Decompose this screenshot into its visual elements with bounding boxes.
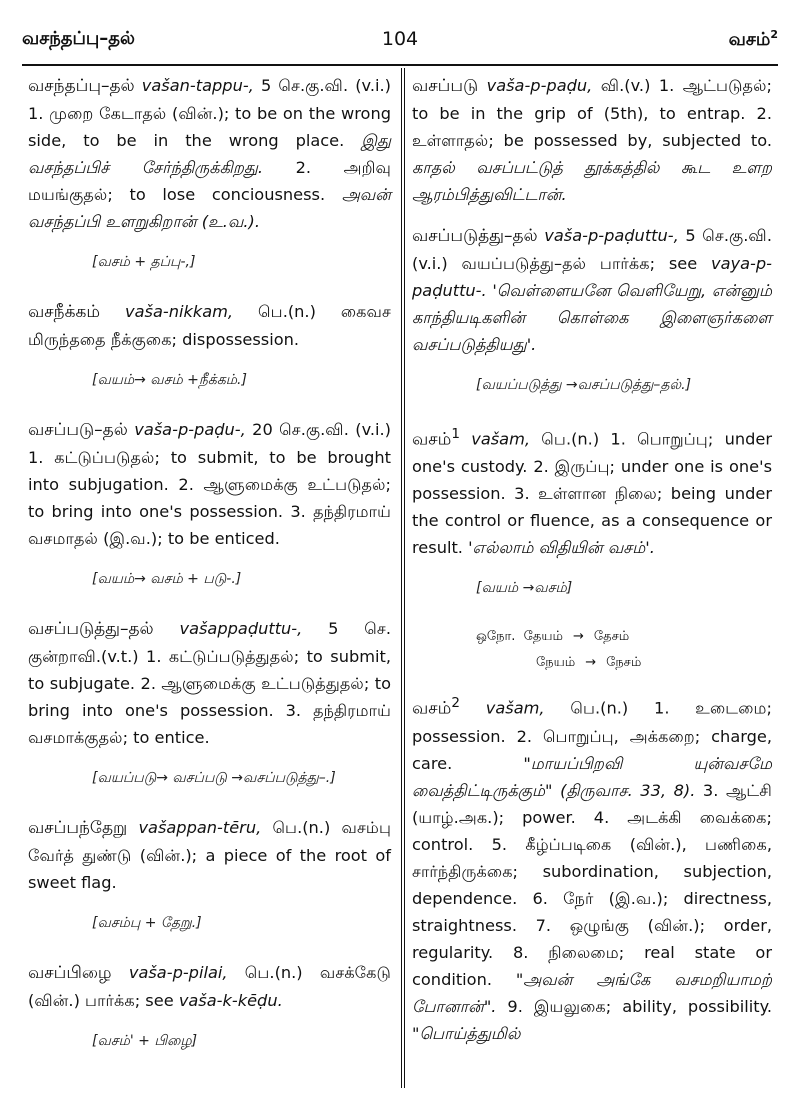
definition: பெ.(n.) கைவச மிருந்ததை நீக்குகை; dispossession.: [28, 302, 391, 349]
example: காதல் வசப்பட்டுத் தூக்கத்தில் கூட உளற ஆரம்பித்துவிட்டான்.: [412, 158, 772, 204]
headword: வசப்பிழை: [28, 963, 112, 983]
cross-reference: vaša-k-kēḍu.: [178, 991, 283, 1010]
header-right-guideword: [729, 28, 778, 52]
transliteration: vašappaḍuttu-,: [179, 619, 303, 638]
page-number: 104: [381, 28, 419, 50]
entry-vasanthappu: [28, 72, 391, 235]
compare-row-1: [476, 624, 772, 650]
compare-label: ஒநோ.: [476, 629, 516, 645]
definition: 5 செ. குன்றாவி.(v.t.) 1. கட்டுப்படுத்துதல்; to submit, to subjugate. 2. ஆளுமைக்கு உட்படுத்துதல்; to bring into one's possession. 3. தந்திரமாய் வசமாக்குதல்; to entice.: [28, 619, 391, 747]
definition: 3. ஆட்சி (யாழ்.அக.); power. 4. அடக்கி வைக்கை; control. 5. கீழ்ப்படிகை (வின்.), பணிகை, சார்ந்திருக்கை; subordination, subjection, dependence. 6. நேர் (இ.வ.); directness, straightness. 7. ஒழுங்கு (வின்.); order, regularity. 8. நிலைமை; real state or condition.: [412, 780, 772, 989]
definition: பெ.(n.) 1. பொறுப்பு; under one's custody. 2. இருப்பு; under one is one's possession. 3. உள்ளான நிலை; being under the control or fluence, as a consequence or result.: [412, 429, 772, 558]
definition: 20 செ.கு.வி. (v.i.) 1. கட்டுப்படுதல்; to submit, to be brought into subjugation. 2. ஆளுமைக்கு உட்படுதல்; to bring into one's possession. 3. தந்திரமாய் வசமாதல் (இ.வ.); to be enticed.: [28, 420, 392, 548]
etymology: [வயப்படுத்து →வசப்படுத்து–தல்.]: [476, 377, 692, 393]
header-left-guideword: வசந்தப்பு–தல்: [22, 28, 135, 49]
example: அவன் வசந்தப்பி உளறுகிறான் (உ.வ.).: [28, 185, 391, 231]
headword: வசம்: [412, 698, 452, 719]
entry-vasam-2: [412, 690, 772, 1046]
etymology: [வசம்பு + தேறு.]: [92, 915, 202, 931]
etymology: [வயம் →வசம்]: [476, 580, 573, 597]
etymology: [வசம் + தப்பு-,]: [92, 254, 196, 270]
definition: 2. அறிவு மயங்குதல்; to lose conciousness.: [28, 158, 391, 204]
compare-note: [412, 624, 772, 676]
headword: வசப்படு–தல்: [28, 420, 128, 440]
entry-vasappizhai: [28, 959, 391, 1014]
transliteration: vaša-p-paḍuttu-,: [544, 226, 679, 245]
compare-source: நேயம்: [536, 655, 576, 671]
etymology: [வயம்→ வசம் + படு-.]: [92, 571, 242, 587]
header-right-word: வசம்: [728, 29, 771, 50]
transliteration: vašam,: [471, 429, 531, 449]
example: "பொய்த்துமில்: [412, 1023, 521, 1043]
definition: பெ.(n.) வசம்பு வேர்த் துண்டு (வின்.); a piece of the root of sweet flag.: [28, 818, 391, 892]
entry-vasaneekkam: [28, 298, 391, 353]
definition: பெ.(n.) வசக்கேடு (வின்.) பார்க்க; see: [28, 963, 391, 1010]
headword: வசப்படுத்து–தல்: [412, 226, 538, 246]
definition: வி.(v.) 1. ஆட்படுதல்; to be in the grip of (5th), to entrap. 2. உள்ளாதல்; be possessed by, subjected to.: [412, 76, 772, 150]
transliteration: vaša-p-paḍu-,: [134, 420, 246, 439]
example: "மாயப்பிறவி யுன்வசமே வைத்திட்டிருக்கும்" (திருவாச. 33, 8).: [412, 753, 772, 800]
example: இது வசந்தப்பிச் சேர்ந்திருக்கிறது.: [28, 131, 391, 177]
transliteration: vaša-p-paḍu,: [486, 76, 593, 95]
left-column: [28, 72, 391, 1077]
homonym-number: 2: [451, 695, 460, 712]
definition: 5 செ.கு.வி. (v.i.) 1. முறை கேடாதல் (வின்.); to be on the wrong side, to be in the wrong place.: [28, 76, 391, 150]
header-rule: [22, 64, 778, 66]
definition: பெ.(n.) 1. உடைமை; possession. 2. பொறுப்பு, அக்கறை; charge, care.: [412, 698, 772, 773]
headword: வசப்படுத்து–தல்: [28, 619, 154, 639]
transliteration: vaša-p-pilai,: [128, 963, 228, 982]
transliteration: vašan-tappu-,: [141, 76, 254, 95]
example: 'எல்லாம் விதியின் வசம்'.: [468, 538, 655, 558]
entry-vasappaduthu-thal: [28, 615, 391, 751]
arrow-icon: →: [572, 629, 584, 645]
etymology: [வயப்படு→ வசப்படு →வசப்படுத்து–.]: [92, 770, 336, 786]
transliteration: vašam,: [485, 698, 545, 718]
homonym-number: 1: [451, 426, 460, 442]
transliteration: vašappan-tēru,: [138, 818, 262, 837]
example: "அவன் அங்கே வசமறியாமற் போனான்".: [412, 969, 772, 1016]
etymology: [வயம்→ வசம் +நீக்கம்.]: [92, 372, 247, 388]
compare-target: நேசம்: [606, 655, 642, 671]
headword: வசநீக்கம்: [28, 302, 101, 322]
compare-target: தேசம்: [593, 629, 630, 645]
definition: 9. இயலுகை; ability, possibility.: [496, 996, 772, 1016]
entry-vasappantheru: [28, 814, 391, 896]
entry-vasappadu: [412, 72, 772, 208]
etymology: [வசம்' + பிழை]: [92, 1033, 198, 1049]
right-column: [412, 72, 772, 1061]
header-right-sup: 2: [770, 28, 778, 41]
page-header: [22, 28, 778, 62]
transliteration: vaša-nikkam,: [125, 302, 234, 321]
entry-vasam-1: [412, 421, 772, 561]
column-divider: [401, 68, 405, 1088]
definition: 5 செ.கு.வி. (v.i.) வயப்படுத்து–தல் பார்க்க; see: [412, 226, 772, 273]
entry-vasappadu-thal: [28, 416, 391, 552]
entry-vasappaduthu-thal-2: [412, 222, 772, 358]
headword: வசம்: [412, 429, 452, 450]
compare-row-2: [476, 650, 772, 676]
headword: வசப்பந்தேறு: [28, 818, 128, 838]
arrow-icon: →: [585, 655, 597, 671]
headword: வசந்தப்பு–தல்: [28, 76, 135, 96]
example: vaya-p-paḍuttu-. 'வெள்ளையனே வெளியேறு, என்னும் காந்தியடிகளின் கொள்கை இளைஞர்களை வசப்படுத்தியது'.: [412, 254, 772, 354]
headword: வசப்படு: [412, 76, 479, 96]
compare-source: தேயம்: [523, 629, 563, 645]
